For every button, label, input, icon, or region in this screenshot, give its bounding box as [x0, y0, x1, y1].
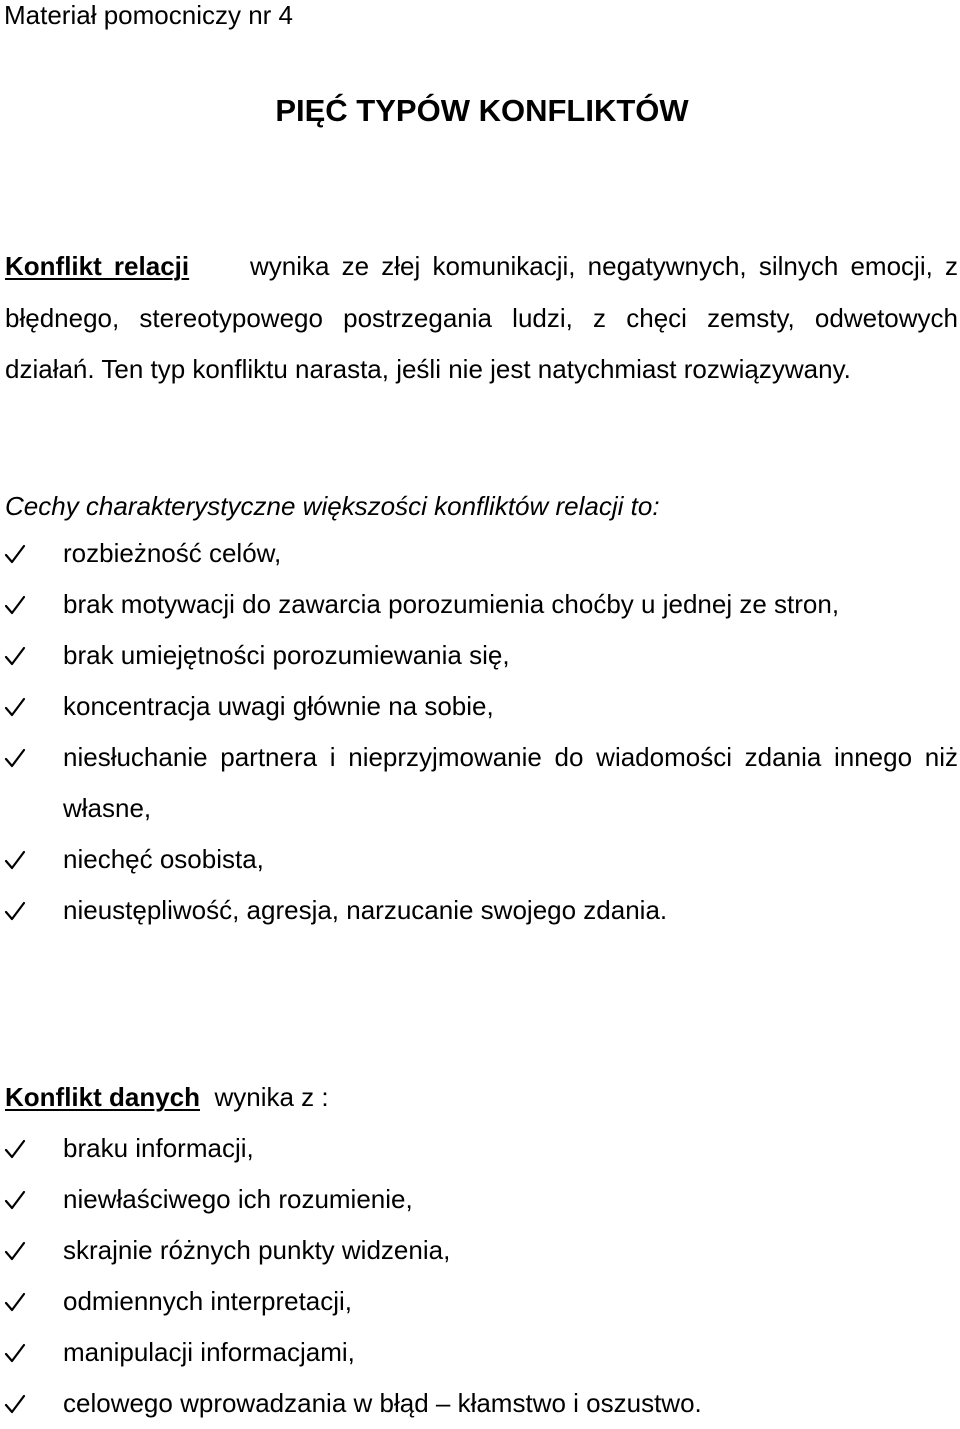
list-item-text: celowego wprowadzania w błąd – kłamstwo i oszustwo. [63, 1388, 702, 1418]
list-item [0, 834, 960, 885]
checkmark-icon [4, 1240, 26, 1262]
checkmark-icon [4, 1291, 26, 1313]
list-item [0, 1327, 960, 1378]
relations-description: wynika ze złej komunikacji, negatywnych, silnych emocji, z błędnego, stereotypowego postrzegania ludzi, z chęci zemsty, odwetowych działań. Ten typ konfliktu narasta, jeśli nie jest natychmiast rozwiązywany. [5, 251, 959, 384]
data-conflict-term: Konflikt danych [5, 1082, 201, 1112]
checkmark-icon [4, 900, 26, 922]
checkmark-icon [4, 543, 26, 565]
relations-term: Konflikt relacji [5, 251, 190, 281]
list-item [0, 681, 960, 732]
list-item [0, 528, 960, 579]
list-item-text: manipulacji informacjami, [63, 1337, 355, 1367]
checkmark-icon [4, 849, 26, 871]
page-title: PIĘĆ TYPÓW KONFLIKTÓW [275, 93, 689, 128]
list-item [0, 1123, 960, 1174]
checkmark-icon [4, 1189, 26, 1211]
data-conflict-suffix: wynika z : [214, 1082, 329, 1112]
list-item-text: odmiennych interpretacji, [63, 1286, 353, 1316]
list-item-text: braku informacji, [63, 1133, 254, 1163]
checkmark-icon [4, 1393, 26, 1415]
list-item [0, 1174, 960, 1225]
list-item [0, 1225, 960, 1276]
list-item-text: brak motywacji do zawarcia porozumienia choćby u jednej ze stron, [63, 589, 840, 619]
list-item [0, 579, 960, 630]
list-item-text: niesłuchanie partnera i nieprzyjmowanie do wiadomości zdania innego niż własne, [63, 742, 958, 823]
list-item-text: niewłaściwego ich rozumienie, [63, 1184, 413, 1214]
checkmark-icon [4, 1342, 26, 1364]
checkmark-icon [4, 1138, 26, 1160]
list-item [0, 1276, 960, 1327]
checkmark-icon [4, 594, 26, 616]
list-item [0, 885, 960, 936]
list-item [0, 732, 960, 834]
checkmark-icon [4, 747, 26, 769]
relations-definition [5, 241, 958, 396]
relations-features-intro: Cechy charakterystyczne większości konfliktów relacji to: [5, 491, 660, 521]
list-item-text: brak umiejętności porozumiewania się, [63, 640, 510, 670]
list-item-text: rozbieżność celów, [63, 538, 282, 568]
relations-features-list [0, 528, 960, 936]
list-item-text: koncentracja uwagi głównie na sobie, [63, 691, 494, 721]
checkmark-icon [4, 696, 26, 718]
list-item-text: skrajnie różnych punkty widzenia, [63, 1235, 451, 1265]
list-item [0, 1378, 960, 1429]
header-note: Materiał pomocniczy nr 4 [4, 0, 293, 30]
list-item-text: niechęć osobista, [63, 844, 264, 874]
data-conflict-heading [5, 1077, 329, 1117]
list-item [0, 630, 960, 681]
data-conflict-list [0, 1123, 960, 1429]
list-item-text: nieustępliwość, agresja, narzucanie swojego zdania. [63, 895, 668, 925]
checkmark-icon [4, 645, 26, 667]
